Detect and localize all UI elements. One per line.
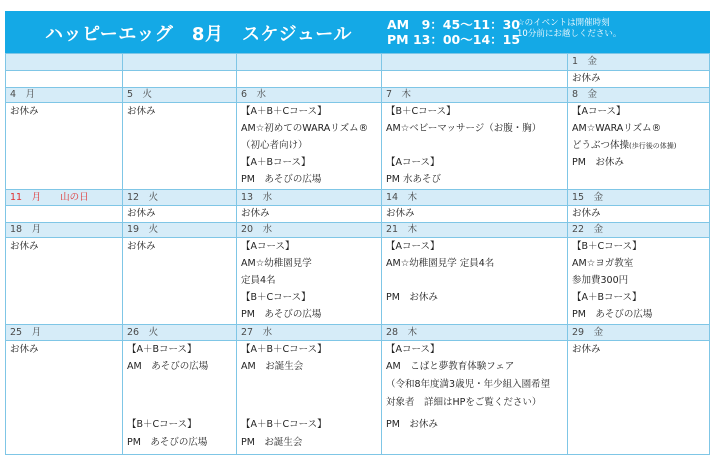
week3-mon-body xyxy=(6,205,123,222)
holiday-date-label: 11 月 山の日 xyxy=(10,192,89,203)
event-line: PM あそびの広場 xyxy=(241,174,322,185)
date-label: 6 水 xyxy=(241,89,267,100)
date-label: 4 月 xyxy=(10,89,36,100)
event-line: 【Aコース】 xyxy=(386,344,440,355)
event-line: 参加費300円 xyxy=(572,275,629,286)
date-label: 14 木 xyxy=(386,192,418,203)
date-label: 27 水 xyxy=(241,327,273,338)
week2-fri-header xyxy=(568,87,710,102)
schedule-header xyxy=(5,11,710,53)
event-line: 対象者 詳細はHPをご覧ください） xyxy=(386,397,542,408)
event-line: お休み xyxy=(386,208,415,219)
week1-mon-header xyxy=(6,53,123,70)
event-note-line-2: 10分前にお越しください。 xyxy=(517,28,622,39)
event-line: お休み xyxy=(10,241,39,252)
week3-tue-body xyxy=(123,205,237,222)
event-line: 【A＋B＋Cコース】 xyxy=(241,344,327,355)
week2-mon-body xyxy=(6,102,123,189)
event-line: AM☆幼稚園見学 定員4名 xyxy=(386,258,495,269)
week3-tue-header xyxy=(123,189,237,205)
event-line: 【B＋Cコース】 xyxy=(386,106,456,117)
date-label: 12 火 xyxy=(127,192,159,203)
date-label: 28 木 xyxy=(386,327,418,338)
week3-thu-header xyxy=(382,189,568,205)
event-line: AM☆ベビーマッサージ（お腹・胸） xyxy=(386,123,542,134)
event-line: お休み xyxy=(127,241,156,252)
event-line: AM☆初めてのWARAリズム® xyxy=(241,123,369,134)
date-label: 13 水 xyxy=(241,192,273,203)
event-line: 【B＋Cコース】 xyxy=(572,241,642,252)
date-label: 21 木 xyxy=(386,224,418,235)
event-line: PM お誕生会 xyxy=(241,437,303,448)
week4-tue-header xyxy=(123,222,237,237)
week4-thu-body xyxy=(382,237,568,324)
event-line: AM☆ヨガ教室 xyxy=(572,258,634,269)
week4-wed-header xyxy=(237,222,382,237)
week3-fri-body xyxy=(568,205,710,222)
week2-tue-header xyxy=(123,87,237,102)
event-note-line-1: ☆のイベントは開催時刻 xyxy=(517,18,610,28)
week2-wed-header xyxy=(237,87,382,102)
week1-tue-body xyxy=(123,70,237,87)
event-line xyxy=(572,140,676,152)
week3-thu-body xyxy=(382,205,568,222)
week4-tue-body xyxy=(123,237,237,324)
week2-fri-body xyxy=(568,102,710,189)
event-line: AM☆幼稚園見学 xyxy=(241,258,312,269)
week5-mon-header xyxy=(6,324,123,340)
am-time: AM 9：45～11：30 xyxy=(387,17,520,32)
week4-fri-header xyxy=(568,222,710,237)
date-label: 1 金 xyxy=(572,56,598,67)
event-line: 【Aコース】 xyxy=(241,241,295,252)
event-line: 【Aコース】 xyxy=(386,241,440,252)
event-line: 【A＋B＋Cコース】 xyxy=(241,419,327,430)
week4-fri-body xyxy=(568,237,710,324)
week5-wed-header xyxy=(237,324,382,340)
week4-mon-body xyxy=(6,237,123,324)
week4-thu-header xyxy=(382,222,568,237)
week5-fri-body xyxy=(568,340,710,454)
week2-thu-header xyxy=(382,87,568,102)
event-line: PM お休み xyxy=(386,292,438,303)
event-line: お休み xyxy=(10,344,39,355)
week3-mon-header xyxy=(6,189,123,205)
week4-mon-header xyxy=(6,222,123,237)
event-line: PM お休み xyxy=(572,157,624,168)
pm-time: PM 13：00～14：15 xyxy=(387,32,521,47)
event-text: どうぶつ体操 xyxy=(572,140,630,151)
week1-thu-header xyxy=(382,53,568,70)
date-label: 15 金 xyxy=(572,192,604,203)
event-line: AM こばと夢教育体験フェア xyxy=(386,361,515,372)
event-line: 【A＋B＋Cコース】 xyxy=(241,106,327,117)
week3-fri-header xyxy=(568,189,710,205)
event-small-note: (歩行後の体操) xyxy=(629,142,677,150)
event-line: AM お誕生会 xyxy=(241,361,304,372)
week2-thu-body xyxy=(382,102,568,189)
week1-tue-header xyxy=(123,53,237,70)
session-times xyxy=(387,17,520,47)
event-line: 【Aコース】 xyxy=(572,106,626,117)
event-line: 【A＋Bコース】 xyxy=(241,157,311,168)
week3-wed-header xyxy=(237,189,382,205)
event-line: AM あそびの広場 xyxy=(127,361,209,372)
event-line: お休み xyxy=(10,106,39,117)
event-line: お休み xyxy=(127,106,156,117)
event-line: 【A＋Bコース】 xyxy=(572,292,642,303)
date-label: 29 金 xyxy=(572,327,604,338)
week2-wed-body xyxy=(237,102,382,189)
week1-fri-body xyxy=(568,70,710,87)
schedule-title: ハッピーエッグ 8月 スケジュール xyxy=(45,24,352,45)
event-line: AM☆WARAリズム® xyxy=(572,123,662,134)
event-line: お休み xyxy=(241,208,270,219)
date-label: 19 火 xyxy=(127,224,159,235)
date-label: 26 火 xyxy=(127,327,159,338)
event-line: お休み xyxy=(127,208,156,219)
event-line: PM お休み xyxy=(386,419,438,430)
date-label: 7 木 xyxy=(386,89,412,100)
event-line: 【B＋Cコース】 xyxy=(241,292,311,303)
event-line: PM 水あそび xyxy=(386,174,441,185)
week1-wed-body xyxy=(237,70,382,87)
event-line: PM あそびの広場 xyxy=(127,437,208,448)
event-line: （令和8年度満3歳児・年少組入園希望 xyxy=(386,379,551,390)
week1-fri-header xyxy=(568,53,710,70)
week2-mon-header xyxy=(6,87,123,102)
event-line: PM あそびの広場 xyxy=(241,309,322,320)
date-label: 5 火 xyxy=(127,89,153,100)
week5-thu-header xyxy=(382,324,568,340)
week4-wed-body xyxy=(237,237,382,324)
week1-wed-header xyxy=(237,53,382,70)
event-line: 定員4名 xyxy=(241,275,276,286)
week5-mon-body xyxy=(6,340,123,454)
event-line: 【B＋Cコース】 xyxy=(127,419,197,430)
date-label: 22 金 xyxy=(572,224,604,235)
event-note xyxy=(517,18,621,39)
week2-tue-body xyxy=(123,102,237,189)
event-line: （初心者向け） xyxy=(241,140,308,151)
event-line: PM あそびの広場 xyxy=(572,309,653,320)
event-line: お休み xyxy=(572,344,601,355)
week5-tue-header xyxy=(123,324,237,340)
week5-wed-body xyxy=(237,340,382,454)
week3-wed-body xyxy=(237,205,382,222)
date-label: 20 水 xyxy=(241,224,273,235)
week5-thu-body xyxy=(382,340,568,454)
week1-mon-body xyxy=(6,70,123,87)
date-label: 25 月 xyxy=(10,327,42,338)
date-label: 8 金 xyxy=(572,89,598,100)
event-line: 【A＋Bコース】 xyxy=(127,344,197,355)
week5-tue-body xyxy=(123,340,237,454)
calendar-grid xyxy=(5,53,710,455)
event-line: お休み xyxy=(572,73,601,84)
event-line: 【Aコース】 xyxy=(386,157,440,168)
date-label: 18 月 xyxy=(10,224,42,235)
event-line: お休み xyxy=(572,208,601,219)
week5-fri-header xyxy=(568,324,710,340)
week1-thu-body xyxy=(382,70,568,87)
